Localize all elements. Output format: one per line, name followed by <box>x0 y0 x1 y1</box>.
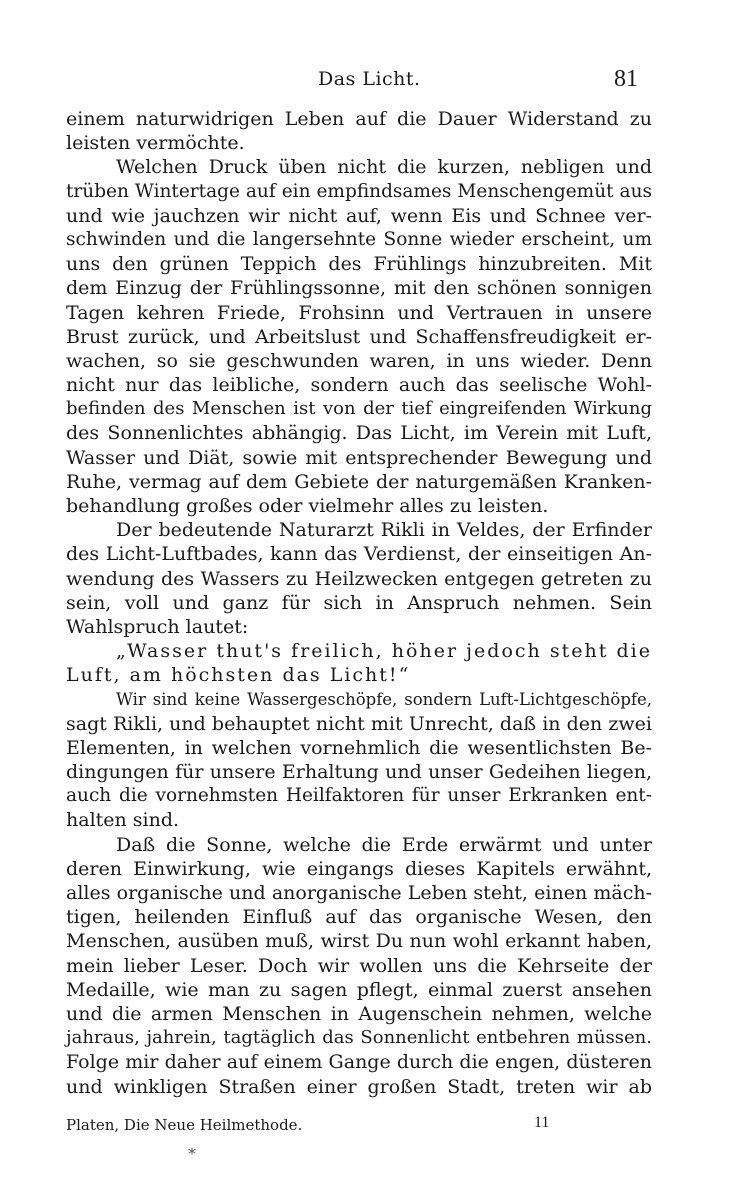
text-line: Wir sind keine Wassergeschöpfe, sondern Luft-Lichtgeschöpfe, <box>116 689 652 709</box>
text-line: Wahlspruch lautet: <box>66 615 249 638</box>
text-line: einem naturwidrigen Leben auf die Dauer Widerstand zu <box>66 108 652 130</box>
asterisk-mark: * <box>188 1144 196 1163</box>
text-line: tigen, heilenden Einfluß auf das organische Wesen, den <box>66 906 652 929</box>
running-title: Das Licht. <box>318 68 421 90</box>
text-line: behandlung großes oder vielmehr alles zu leisten. <box>66 495 549 517</box>
text-line: auch die vornehmsten Heilfaktoren für unser Erkranken ent- <box>66 785 652 807</box>
text-line: Ruhe, vermag auf dem Gebiete der naturgemäßen Kranken- <box>66 470 652 493</box>
running-head <box>0 66 730 96</box>
text-line: deren Einwirkung, wie eingangs dieses Kapitels erwähnt, <box>66 857 652 880</box>
imprint-line: Platen, Die Neue Heilmethode. <box>66 1116 303 1134</box>
text-line: uns den grünen Teppich des Frühlings hinzubreiten. Mit <box>66 253 652 276</box>
body-text <box>66 107 652 1099</box>
text-line: Daß die Sonne, welche die Erde erwärmt und unter <box>116 833 652 856</box>
text-line: mein lieber Leser. Doch wir wollen uns die Kehrseite der <box>66 954 652 977</box>
text-line: sagt Rikli, und behauptet nicht mit Unrecht, daß in den zwei <box>66 712 652 735</box>
text-line: Medaille, wie man zu sagen pflegt, einmal zuerst ansehen <box>66 978 652 1001</box>
text-line: Welchen Druck üben nicht die kurzen, nebligen und <box>116 156 652 179</box>
quote-line: Luft, am höchsten das Licht!“ <box>66 664 411 687</box>
text-line: alles organische und anorganische Leben steht, einen mäch- <box>66 882 652 904</box>
signature-mark: 11 <box>534 1114 550 1131</box>
text-line: halten sind. <box>66 809 180 832</box>
text-line: wachen, so sie geschwunden waren, in uns wieder. Denn <box>66 349 652 372</box>
text-line: Brust zurück, und Arbeitslust und Schaffensfreudigkeit er- <box>66 325 652 348</box>
text-line: befinden des Menschen ist von der tief eingreifenden Wirkung <box>66 398 652 420</box>
text-line: sein, voll und ganz für sich in Anspruch nehmen. Sein <box>66 591 652 614</box>
text-line: des Licht-Luftbades, kann das Verdienst, der einseitigen An- <box>66 543 652 566</box>
page-number: 81 <box>614 66 638 92</box>
text-line: Tagen kehren Friede, Frohsinn und Vertrauen in unsere <box>66 301 652 324</box>
text-line: schwinden und die langersehnte Sonne wieder erscheint, um <box>66 228 652 250</box>
text-line: leisten vermöchte. <box>66 132 245 155</box>
text-line: Wasser und Diät, sowie mit entsprechender Bewegung und <box>66 446 652 469</box>
text-line: dem Einzug der Frühlingssonne, mit den schönen sonnigen <box>66 277 652 300</box>
text-line: Der bedeutende Naturarzt Rikli in Veldes, der Erfinder <box>116 519 652 542</box>
text-line: wendung des Wassers zu Heilzwecken entgegen getreten zu <box>66 567 652 590</box>
text-line: des Sonnenlichtes abhängig. Das Licht, im Verein mit Luft, <box>66 422 652 445</box>
text-line: jahraus, jahrein, tagtäglich das Sonnenlicht entbehren müssen. <box>66 1027 652 1049</box>
text-line: und wie jauchzen wir nicht auf, wenn Eis und Schnee ver- <box>66 204 652 227</box>
page-footer <box>66 1116 652 1140</box>
text-line: und die armen Menschen in Augenschein nehmen, welche <box>66 1002 652 1025</box>
text-line: dingungen für unsere Erhaltung und unser Gedeihen liegen, <box>66 761 652 784</box>
text-line: Elementen, in welchen vornehmlich die wesentlichsten Be- <box>66 736 652 759</box>
text-line: Menschen, ausüben muß, wirst Du nun wohl erkannt haben, <box>66 930 652 953</box>
text-line: nicht nur das leibliche, sondern auch das seelische Wohl- <box>66 374 652 397</box>
text-line: trüben Wintertage auf ein empfindsames Menschengemüt aus <box>66 180 652 202</box>
quote-line: „Wasser thut's freilich, höher jedoch steht die <box>116 640 652 663</box>
text-line: und winkligen Straßen einer großen Stadt, treten wir ab <box>66 1075 652 1098</box>
text-line: Folge mir daher auf einem Gange durch die engen, düsteren <box>66 1051 652 1074</box>
